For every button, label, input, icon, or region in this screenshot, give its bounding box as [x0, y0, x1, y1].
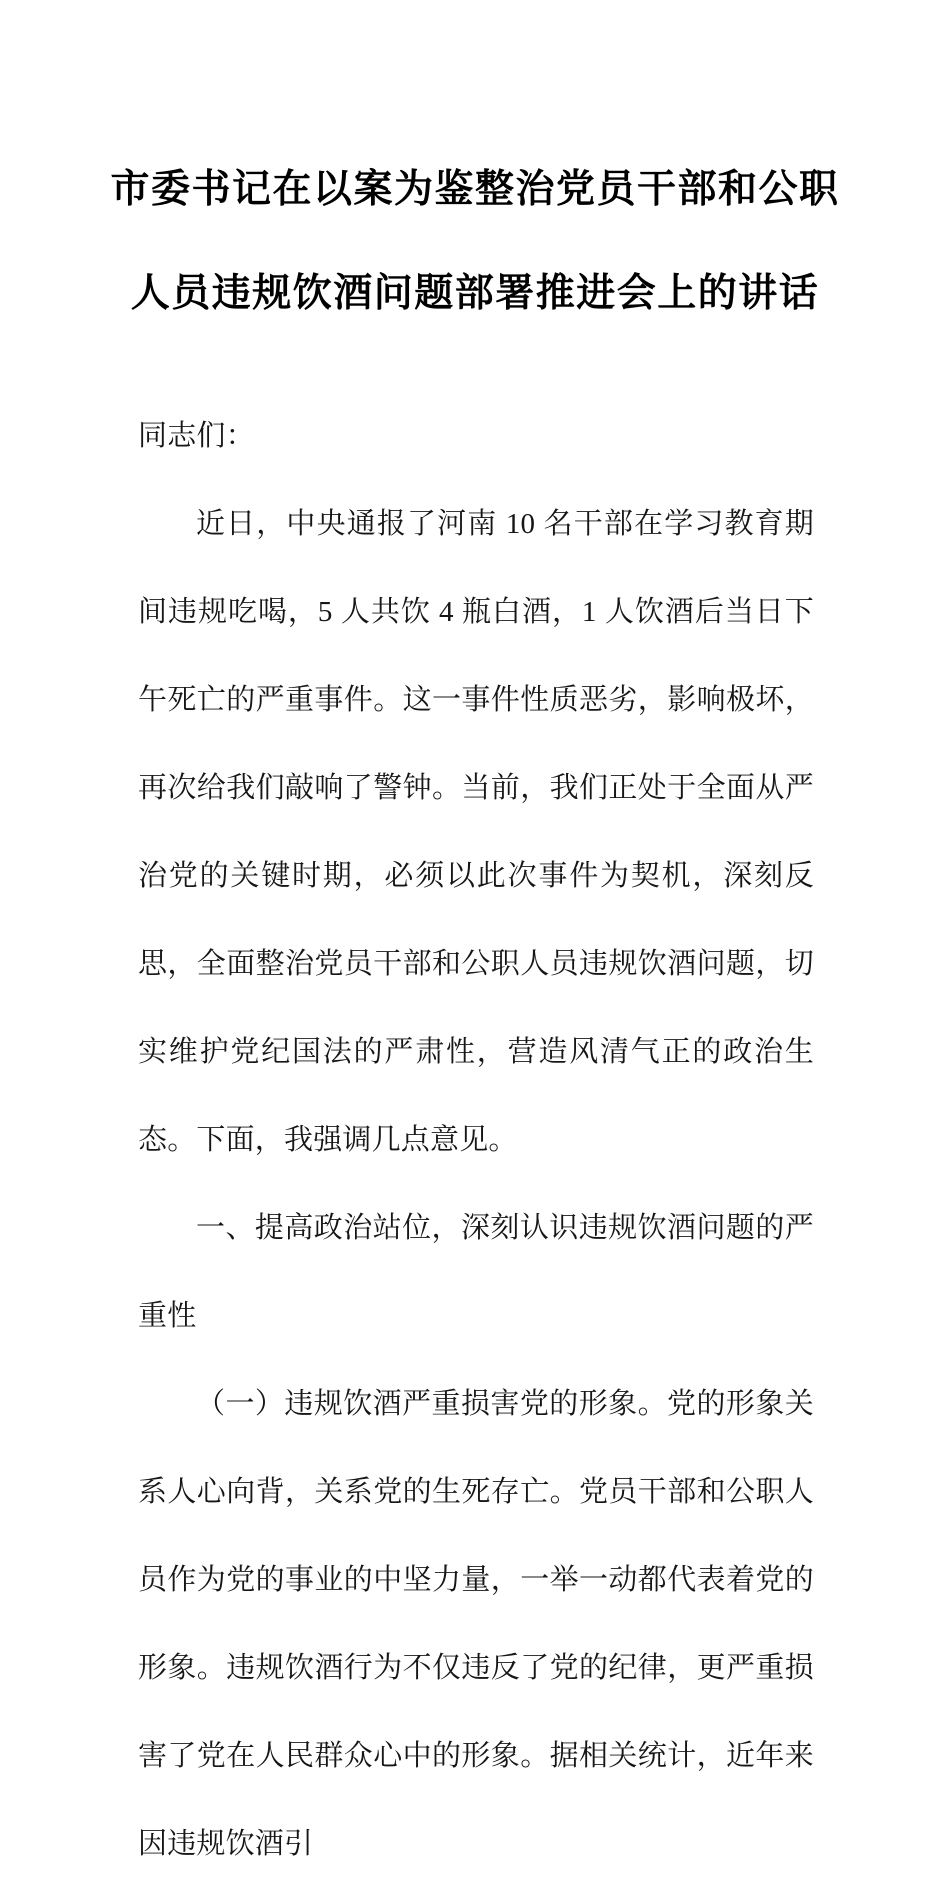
document-title: [0, 138, 950, 346]
document-title-line-1: 市委书记在以案为鉴整治党员干部和公职: [110, 168, 840, 211]
opening-paragraph: 近日，中央通报了河南 10 名干部在学习教育期间违规吃喝，5 人共饮 4 瓶白酒，1 人饮酒后当日下午死亡的严重事件。这一事件性质恶劣，影响极坏，再次给我们敲响了警钟。当前，我们正处于全面从严治党的关键时期，必须以此次事件为契机，深刻反思，全面整治党员干部和公职人员违规饮酒问题，切实维护党纪国法的严肃性，营造风清气正的政治生态。下面，我强调几点意见。: [138, 508, 814, 1156]
subsection-one-a-paragraph: （一）违规饮酒严重损害党的形象。党的形象关系人心向背，关系党的生死存亡。党员干部和公职人员作为党的事业的中坚力量，一举一动都代表着党的形象。违规饮酒行为不仅违反了党的纪律，更严重损害了党在人民群众心中的形象。据相关统计，近年来因违规饮酒引: [138, 1388, 814, 1860]
section-one-heading: 一、提高政治站位，深刻认识违规饮酒问题的严重性: [138, 1212, 814, 1332]
document-title-line-2: 人员违规饮酒问题部署推进会上的讲话: [130, 272, 820, 315]
salutation-paragraph: 同志们：: [138, 420, 255, 452]
document-body: [138, 392, 814, 1888]
